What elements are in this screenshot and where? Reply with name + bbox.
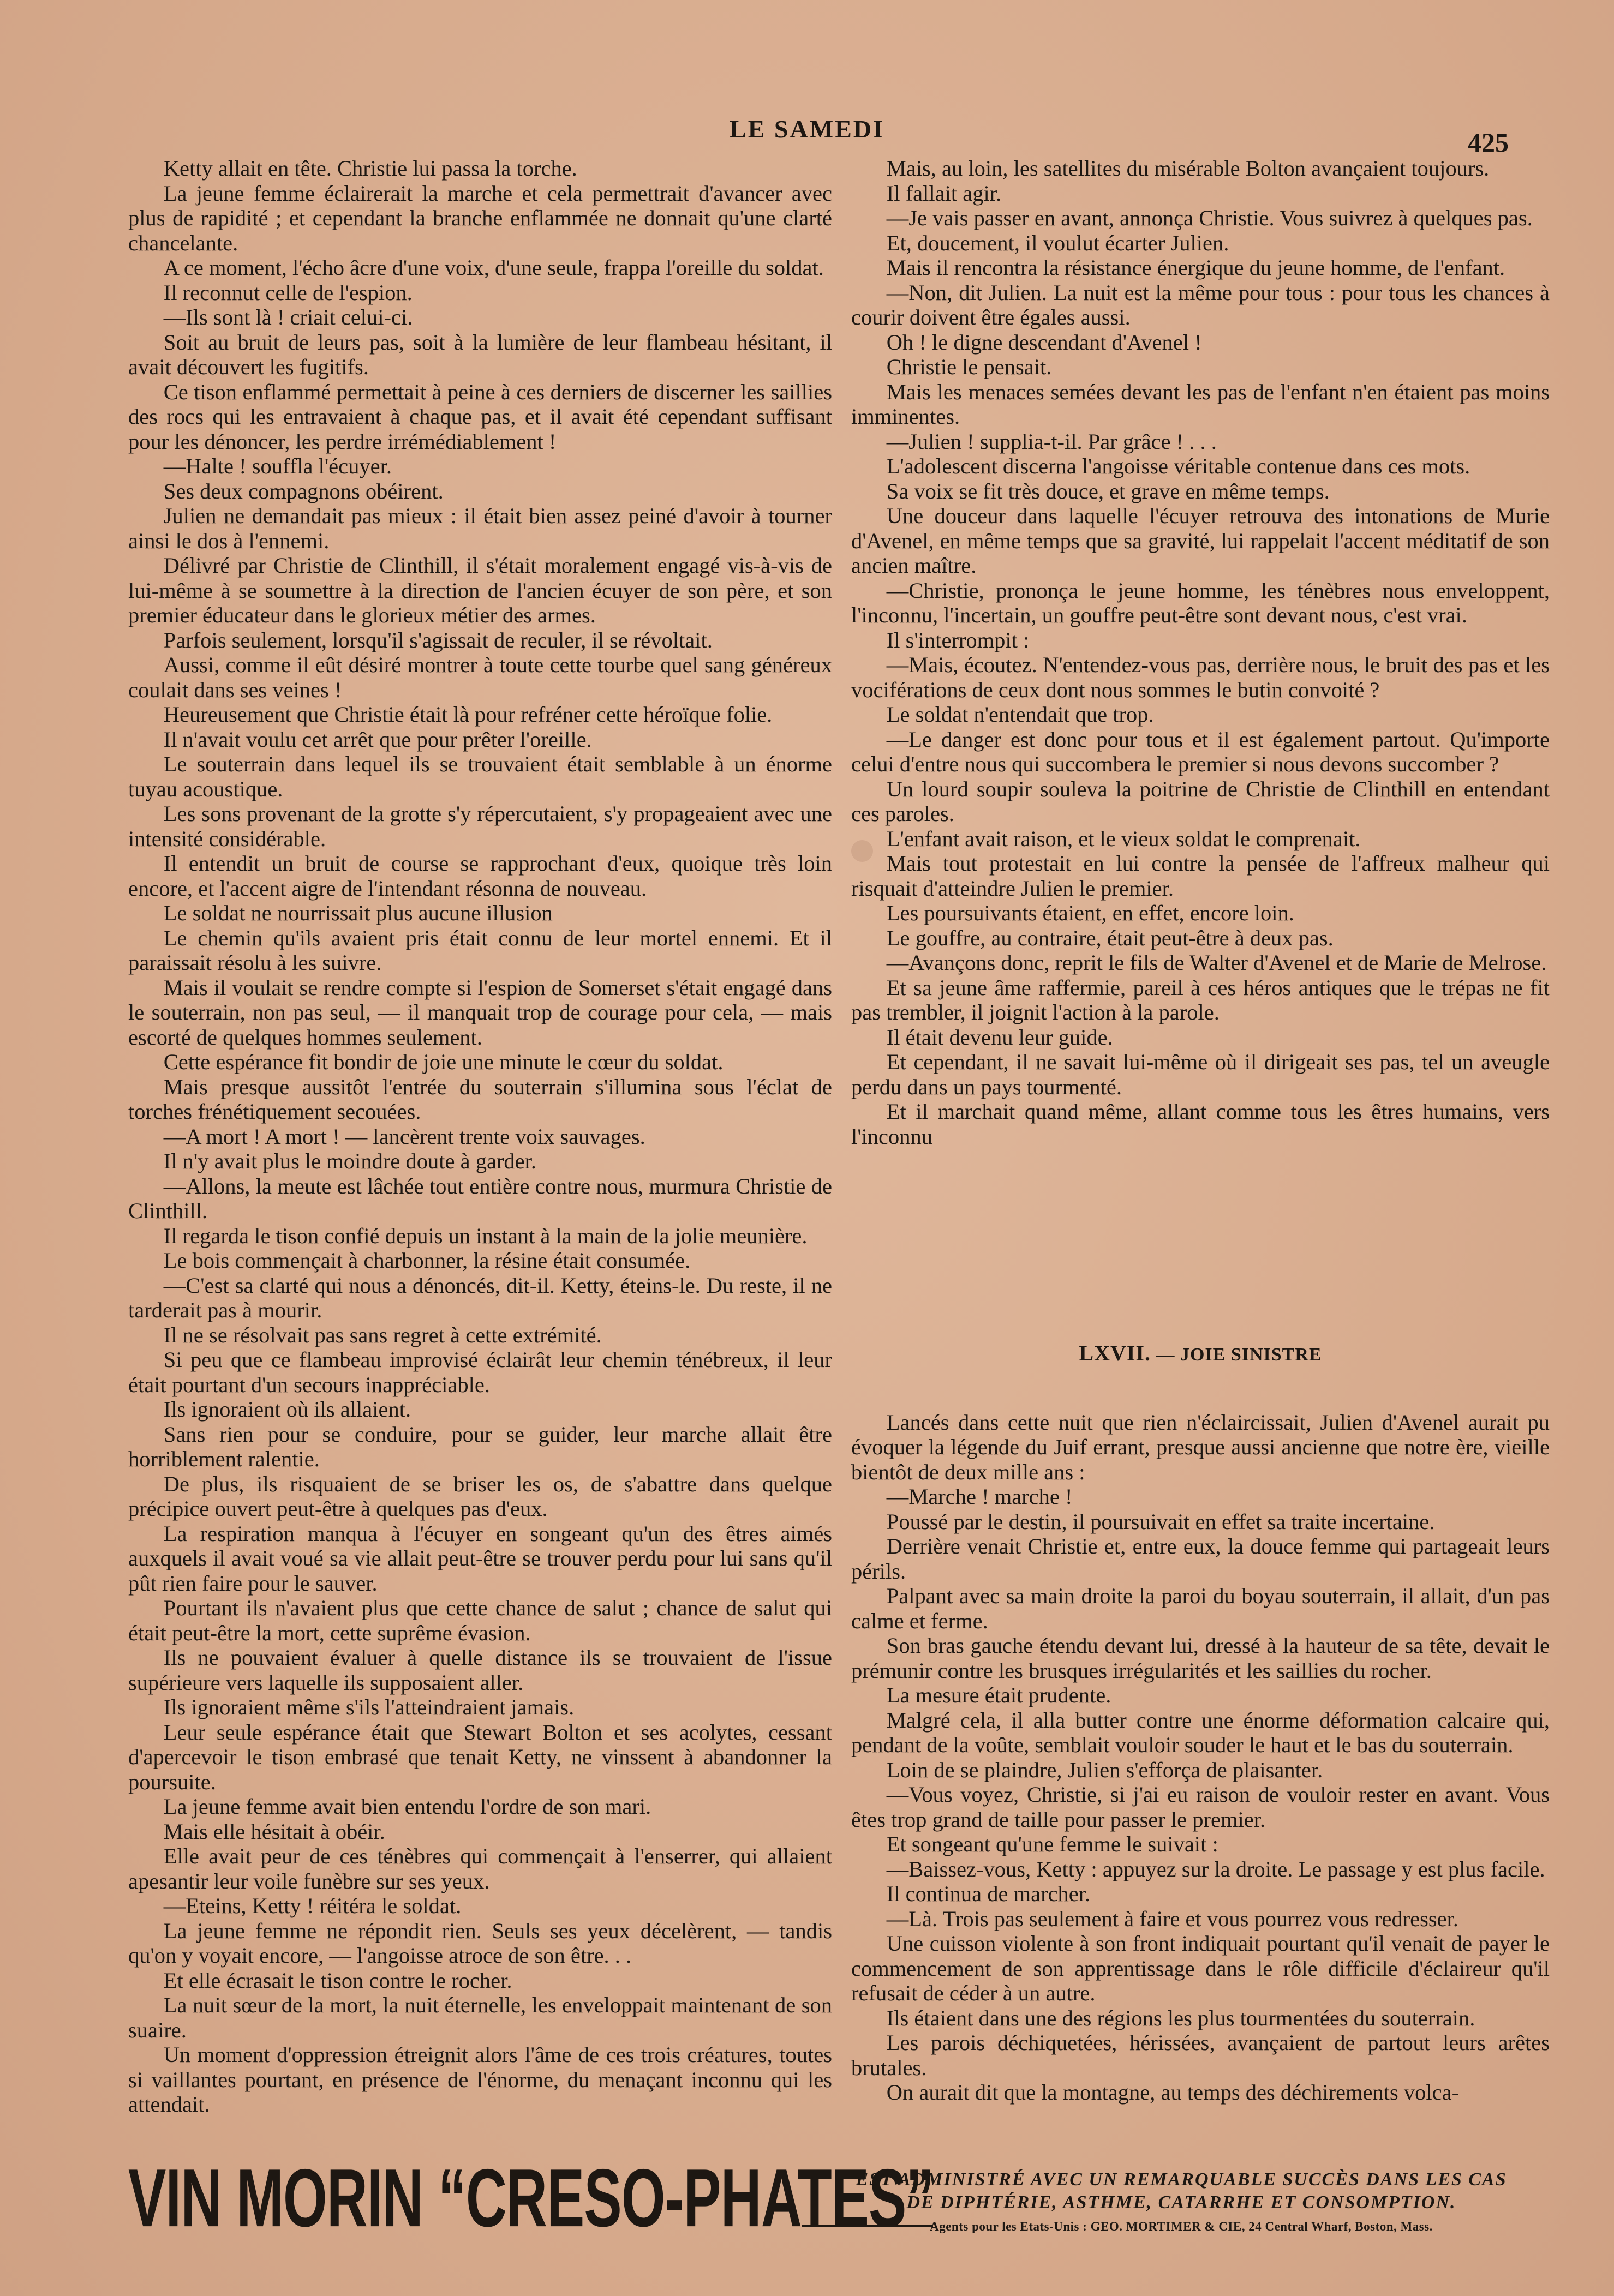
paragraph: Christie le pensait. (886, 355, 1052, 379)
paragraph: Mais, au loin, les satellites du misérable Bolton avançaient toujours. (886, 156, 1490, 181)
right-text-column (851, 156, 1550, 2174)
paragraph: Le chemin qu'ils avaient pris était connu de leur mortel ennemi. Et il paraissait résolu à les suivre. (128, 925, 832, 975)
paragraph: Mais presque aussitôt l'entrée du souterrain s'illumina sous l'éclat de torches frénétiquement secouées. (128, 1074, 832, 1124)
paragraph: Lancés dans cette nuit que rien n'éclaircissait, Julien d'Avenel aurait pu évoquer la légende du Juif errant, presque aussi ancienne que notre ère, vieille bientôt de deux mille ans : (851, 1410, 1550, 1484)
ad-agents-line: Agents pour les Etats-Unis : GEO. MORTIMER & CIE, 24 Central Wharf, Boston, Mass. (930, 2220, 1433, 2233)
paragraph: La jeune femme ne répondit rien. Seuls ses yeux décelèrent, — tandis qu'on y voyait encore, — l'angoisse atroce de son être. . . (128, 1918, 832, 1968)
paragraph: A ce moment, l'écho âcre d'une voix, d'une seule, frappa l'oreille du soldat. (163, 255, 824, 280)
chapter-separator: — (1156, 1345, 1175, 1365)
paragraph: Elle avait peur de ces ténèbres qui commençait à l'enserrer, qui allaient apesantir leur voile funèbre sur ses yeux. (128, 1844, 832, 1893)
ad-brand-name: VIN MORIN “CRESO-PHATES” (128, 2153, 934, 2245)
paragraph: Ce tison enflammé permettait à peine à ces derniers de discerner les saillies des rocs qui les entravaient à chaque pas, et il avait été cependant suffisant pour les dénoncer, les perdre irrémédiablement ! (128, 379, 832, 454)
paragraph: Palpant avec sa main droite la paroi du boyau souterrain, il allait, d'un pas calme et ferme. (851, 1584, 1550, 1633)
chapter-heading (851, 1341, 1550, 1368)
paragraph: Il s'interrompit : (886, 627, 1030, 652)
paragraph: Il était devenu leur guide. (886, 1024, 1113, 1050)
paragraph: Et songeant qu'une femme le suivait : (886, 1832, 1218, 1856)
paragraph: —Ils sont là ! criait celui-ci. (163, 305, 413, 329)
paragraph: De plus, ils risquaient de se briser les os, de s'abattre dans quelque précipice ouvert peut-être à quelques pas d'eux. (128, 1471, 832, 1521)
paragraph: —Marche ! marche ! (886, 1484, 1073, 1509)
paragraph: Mais il voulait se rendre compte si l'espion de Somerset s'était engagé dans le souterrain, non pas seul, — il manquait trop de courage pour cela, — mais escorté de quelques hommes seulement. (128, 975, 832, 1050)
paragraph: La mesure était prudente. (886, 1683, 1111, 1707)
paragraph: —Eteins, Ketty ! réitéra le soldat. (163, 1893, 462, 1918)
paragraph: Mais elle hésitait à obéir. (163, 1819, 385, 1844)
paragraph: Le gouffre, au contraire, était peut-être à deux pas. (886, 925, 1334, 950)
paragraph: Mais il rencontra la résistance énergique du jeune homme, de l'enfant. (886, 255, 1505, 280)
paragraph: Une cuisson violente à son front indiquait pourtant qu'il venait de payer le commencement de son apprentissage dans le rôle difficile d'éclaireur qu'il refusait de céder à un autre. (851, 1931, 1550, 2005)
paragraph: —C'est sa clarté qui nous a dénoncés, dit-il. Ketty, éteins-le. Du reste, il ne tarderait pas à mourir. (128, 1273, 832, 1322)
paragraph: —Le danger est donc pour tous et il est également partout. Qu'importe celui d'entre nous qui succombera le premier si nous devons succomber ? (851, 727, 1550, 776)
ad-claim (802, 2168, 1561, 2214)
paragraph: Oh ! le digne descendant d'Avenel ! (886, 329, 1202, 355)
right-column-part1 (851, 156, 1550, 1242)
paragraph: Une douceur dans laquelle l'écuyer retrouva des intonations de Murie d'Avenel, en même temps que sa gravité, lui rappelait l'accent méditatif de son ancien maître. (851, 503, 1550, 578)
paragraph: Il reconnut celle de l'espion. (163, 280, 413, 305)
paragraph: Les parois déchiquetées, hérissées, avançaient de partout leurs arêtes brutales. (851, 2030, 1550, 2080)
paragraph: Ils étaient dans une des régions les plus tourmentées du souterrain. (886, 2005, 1475, 2030)
paragraph: —Halte ! souffla l'écuyer. (163, 454, 392, 478)
paragraph: Ketty allait en tête. Christie lui passa la torche. (163, 156, 577, 181)
paragraph: La nuit sœur de la mort, la nuit éternelle, les enveloppait maintenant de son suaire. (128, 1993, 832, 2042)
paragraph: —Non, dit Julien. La nuit est la même pour tous : pour tous les chances à courir doivent être égales aussi. (851, 280, 1550, 329)
paragraph: La jeune femme éclairerait la marche et cela permettrait d'avancer avec plus de rapidité ; et cependant la branche enflammée ne donnait qu'une clarté chancelante. (128, 181, 832, 255)
paragraph: Et il marchait quand même, allant comme tous les êtres humains, vers l'inconnu (851, 1099, 1550, 1149)
paragraph: Mais les menaces semées devant les pas de l'enfant n'en étaient pas moins imminentes. (851, 379, 1550, 429)
paragraph: Aussi, comme il eût désiré montrer à toute cette tourbe quel sang généreux coulait dans ses veines ! (128, 652, 832, 702)
advertisement-banner (128, 2153, 1558, 2267)
paragraph: —A mort ! A mort ! — lancèrent trente voix sauvages. (163, 1124, 645, 1149)
paragraph: —Je vais passer en avant, annonça Christie. Vous suivrez à quelques pas. (886, 206, 1533, 230)
paragraph: Les poursuivants étaient, en effet, encore loin. (886, 901, 1294, 925)
paragraph: Il ne se résolvait pas sans regret à cette extrémité. (163, 1322, 602, 1347)
paragraph: Il fallait agir. (886, 181, 1002, 206)
paragraph: Son bras gauche étendu devant lui, dressé à la hauteur de sa tête, devait le prémunir contre les brusques irrégularités et les saillies du rocher. (851, 1633, 1550, 1683)
left-text-column (128, 156, 832, 2153)
paragraph: Il n'y avait plus le moindre doute à garder. (163, 1149, 537, 1173)
paragraph: —Baissez-vous, Ketty : appuyez sur la droite. Le passage y est plus facile. (886, 1856, 1545, 1881)
paragraph: Il n'avait voulu cet arrêt que pour prêter l'oreille. (163, 727, 592, 752)
paragraph: —Vous voyez, Christie, si j'ai eu raison de vouloir rester en avant. Vous êtes trop grand de taille pour passer le premier. (851, 1782, 1550, 1832)
paragraph: —Là. Trois pas seulement à faire et vous pourrez vous redresser. (886, 1906, 1459, 1931)
paragraph: Poussé par le destin, il poursuivait en effet sa traite incertaine. (886, 1509, 1435, 1534)
paragraph: Les sons provenant de la grotte s'y répercutaient, s'y propageaient avec une intensité considérable. (128, 801, 832, 851)
paragraph: Malgré cela, il alla butter contre une énorme déformation calcaire qui, pendant de la voûte, semblait vouloir souder le haut et le bas du souterrain. (851, 1707, 1550, 1757)
paragraph: —Mais, écoutez. N'entendez-vous pas, derrière nous, le bruit des pas et les vociférations de ceux dont nous sommes le butin convoité ? (851, 652, 1550, 702)
page-number: 425 (1468, 127, 1509, 158)
paragraph: On aurait dit que la montagne, au temps des déchirements volca- (886, 2080, 1460, 2105)
paragraph: Un lourd soupir souleva la poitrine de Christie de Clinthill en entendant ces paroles. (851, 776, 1550, 826)
chapter-title: JOIE SINISTRE (1180, 1345, 1322, 1365)
paragraph: Leur seule espérance était que Stewart Bolton et ses acolytes, cessant d'apercevoir le tison embrasé que tenait Ketty, ne vinssent à abandonner la poursuite. (128, 1719, 832, 1794)
paragraph: Loin de se plaindre, Julien s'efforça de plaisanter. (886, 1757, 1323, 1782)
paragraph: Il continua de marcher. (886, 1881, 1091, 1906)
paragraph: Le soldat n'entendait que trop. (886, 702, 1154, 727)
paragraph: —Avançons donc, reprit le fils de Walter d'Avenel et de Marie de Melrose. (886, 950, 1547, 975)
page-header (0, 109, 1614, 158)
paragraph: Heureusement que Christie était là pour refréner cette héroïque folie. (163, 702, 773, 727)
paragraph: La respiration manqua à l'écuyer en songeant qu'un des êtres aimés auxquels il avait voué sa vie allait peut-être se trouver perdu pour lui sans qu'il pût rien faire pour le sauver. (128, 1521, 832, 1596)
paragraph: Ses deux compagnons obéirent. (163, 478, 444, 503)
paragraph: Ils ne pouvaient évaluer à quelle distance ils se trouvaient de l'issue supérieure vers laquelle ils supposaient aller. (128, 1645, 832, 1695)
paragraph: Cette espérance fit bondir de joie une minute le cœur du soldat. (163, 1050, 724, 1074)
paragraph: Julien ne demandait pas mieux : il était bien assez peiné d'avoir à tourner ainsi le dos à l'ennemi. (128, 503, 832, 553)
paragraph: Il regarda le tison confié depuis un instant à la main de la jolie meunière. (163, 1223, 808, 1248)
paragraph: Et elle écrasait le tison contre le rocher. (163, 1968, 512, 1993)
paragraph: Le bois commençait à charbonner, la résine était consumée. (163, 1248, 691, 1273)
paragraph: Et sa jeune âme raffermie, pareil à ces héros antiques que le trépas ne fit pas trembler, il joignit l'action à la parole. (851, 975, 1550, 1024)
paragraph: Sans rien pour se conduire, pour se guider, leur marche allait être horriblement ralentie. (128, 1422, 832, 1471)
paragraph: Soit au bruit de leurs pas, soit à la lumière de leur flambeau hésitant, il avait découvert les fugitifs. (128, 329, 832, 379)
ad-claim-line1: EST ADMINISTRÉ AVEC UN REMARQUABLE SUCCÈS DANS LES CAS (856, 2169, 1507, 2190)
paragraph: Un moment d'oppression étreignit alors l'âme de ces trois créatures, toutes si vaillantes pourtant, en présence de l'énorme, du menaçant inconnu qui les attendait. (128, 2042, 832, 2117)
paragraph: Derrière venait Christie et, entre eux, la douce femme qui partageait leurs périls. (851, 1534, 1550, 1584)
paragraph: Mais tout protestait en lui contre la pensée de l'affreux malheur qui risquait d'atteindre Julien le premier. (851, 851, 1550, 901)
paragraph: Si peu que ce flambeau improvisé éclairât leur chemin ténébreux, il leur était pourtant d'un secours inappréciable. (128, 1347, 832, 1397)
paragraph: Pourtant ils n'avaient plus que cette chance de salut ; chance de salut qui était peut-être la mort, cette suprême évasion. (128, 1596, 832, 1645)
paragraph: —Allons, la meute est lâchée tout entière contre nous, murmura Christie de Clinthill. (128, 1173, 832, 1223)
paragraph: Ils ignoraient où ils allaient. (163, 1397, 411, 1422)
paragraph: Le soldat ne nourrissait plus aucune illusion (163, 901, 553, 925)
paragraph: —Julien ! supplia-t-il. Par grâce ! . . . (886, 429, 1217, 454)
paragraph: L'enfant avait raison, et le vieux soldat le comprenait. (886, 826, 1361, 851)
paragraph: Et, doucement, il voulut écarter Julien. (886, 230, 1229, 255)
paragraph: Ils ignoraient même s'ils l'atteindraient jamais. (163, 1695, 575, 1719)
paragraph: Parfois seulement, lorsqu'il s'agissait de reculer, il se révoltait. (163, 627, 713, 652)
publication-title: LE SAMEDI (730, 115, 884, 143)
paragraph: Il entendit un bruit de course se rapprochant d'eux, quoique très loin encore, et l'accent aigre de l'intendant résonna de nouveau. (128, 851, 832, 901)
paragraph: Et cependant, il ne savait lui-même où il dirigeait ses pas, tel un aveugle perdu dans un pays tourmenté. (851, 1050, 1550, 1099)
chapter-number: LXVII. (1079, 1341, 1151, 1365)
paragraph: —Christie, prononça le jeune homme, les ténèbres nous enveloppent, l'inconnu, l'incertain, un gouffre peut-être sont devant nous, c'est vrai. (851, 578, 1550, 627)
paragraph: Sa voix se fit très douce, et grave en même temps. (886, 478, 1330, 503)
right-column-part2 (851, 1410, 1550, 2174)
paragraph: La jeune femme avait bien entendu l'ordre de son mari. (163, 1794, 651, 1819)
paragraph: Le souterrain dans lequel ils se trouvaient était semblable à un énorme tuyau acoustique. (128, 752, 832, 801)
paragraph: L'adolescent discerna l'angoisse véritable contenue dans ces mots. (886, 454, 1470, 478)
ad-claim-line2: DE DIPHTÉRIE, ASTHME, CATARRHE ET CONSOMPTION. (906, 2192, 1456, 2213)
paragraph: Délivré par Christie de Clinthill, il s'était moralement engagé vis-à-vis de lui-même à se soumettre à la direction de l'ancien écuyer de son père, et son premier éducateur dans le glorieux métier des armes. (128, 553, 832, 627)
